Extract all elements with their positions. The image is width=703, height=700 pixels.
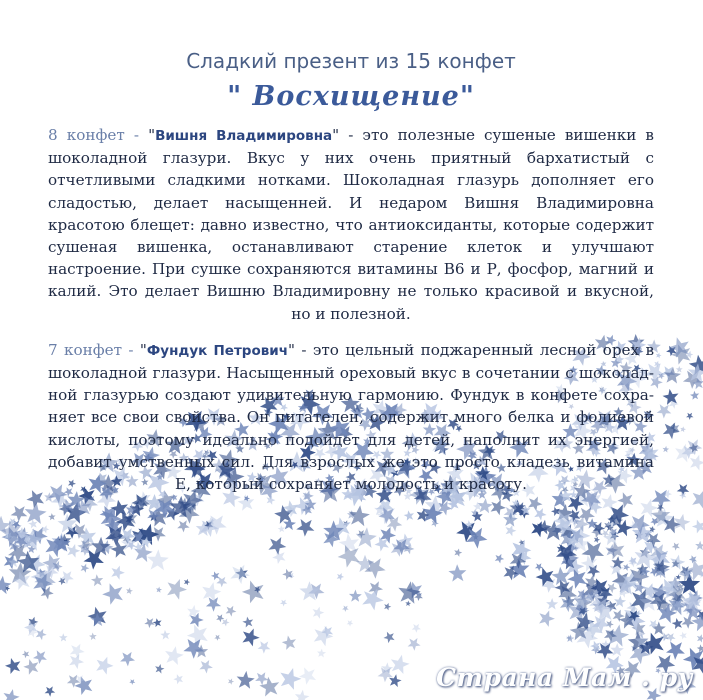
paragraph-lead: 8 конфет - bbox=[48, 126, 149, 144]
star-flake bbox=[25, 502, 47, 524]
star-flake bbox=[126, 587, 133, 594]
star-flake bbox=[679, 632, 686, 640]
star-flake bbox=[173, 674, 183, 684]
star-flake bbox=[454, 549, 462, 557]
star-flake bbox=[184, 579, 190, 585]
star-flake bbox=[495, 554, 504, 564]
star-flake bbox=[296, 519, 314, 537]
star-flake bbox=[317, 649, 326, 658]
star-flake bbox=[405, 601, 411, 607]
candy-name: Вишня Владимировна bbox=[155, 128, 333, 144]
paragraph-lead: 7 конфет - bbox=[48, 340, 140, 359]
star-flake bbox=[672, 618, 683, 629]
star-flake bbox=[199, 660, 213, 674]
quote-mark: " bbox=[148, 126, 156, 144]
star-flake bbox=[695, 541, 703, 551]
star-flake bbox=[635, 546, 657, 569]
star-flake bbox=[89, 633, 97, 641]
star-flake bbox=[534, 508, 546, 520]
star-flake bbox=[697, 634, 703, 642]
star-flake bbox=[216, 614, 224, 622]
star-flake bbox=[692, 520, 703, 534]
star-flake bbox=[539, 610, 555, 627]
star-flake bbox=[120, 652, 135, 667]
star-flake bbox=[129, 679, 135, 685]
site-watermark: Страна Мам . ру bbox=[436, 663, 693, 692]
star-flake bbox=[91, 574, 103, 586]
page-subtitle: Сладкий презент из 15 конфет bbox=[186, 49, 516, 73]
star-flake bbox=[690, 455, 703, 471]
star-flake bbox=[663, 389, 679, 405]
star-flake bbox=[657, 404, 672, 418]
star-flake bbox=[237, 671, 255, 689]
star-flake bbox=[4, 689, 20, 700]
star-flake bbox=[535, 563, 543, 571]
star-flake bbox=[48, 513, 55, 520]
star-flake bbox=[404, 510, 414, 520]
star-flake bbox=[202, 582, 221, 602]
star-flake bbox=[384, 603, 391, 611]
star-flake bbox=[506, 525, 517, 536]
star-flake bbox=[226, 606, 237, 617]
star-flake bbox=[623, 564, 630, 571]
star-flake bbox=[81, 564, 90, 573]
star-flake bbox=[272, 551, 285, 565]
star-flake bbox=[282, 636, 296, 650]
star-flake bbox=[686, 413, 694, 420]
star-flake bbox=[278, 525, 285, 532]
page-title: " Восхищение" bbox=[227, 81, 475, 112]
star-flake bbox=[22, 651, 30, 659]
star-flake bbox=[656, 353, 662, 359]
star-flake bbox=[160, 630, 170, 640]
paragraph-text: - это цельный поджаренный лесной орех в шоколадной глазури. Насыщенный ореховый вкус в сочетании с шоколадной глазурью создают удивительную гармонию. Фундук в конфете сохраняет все свои свойства. Он питателен, содержит много белка и фолиевой кислоты, поэтому идеально подойдет для детей, наполнит их энергией, добавит умственных сил. Для взрослых же это просто кладезь витамина Е, который сохраняет молодость и красоту. bbox=[48, 340, 654, 494]
star-flake bbox=[362, 589, 384, 611]
star-flake bbox=[398, 581, 421, 604]
star-flake bbox=[283, 517, 296, 530]
star-flake bbox=[280, 668, 301, 690]
paragraph-cherry bbox=[48, 124, 654, 325]
star-flake bbox=[546, 598, 558, 610]
star-flake bbox=[676, 366, 683, 373]
star-flake bbox=[663, 422, 680, 439]
star-flake bbox=[222, 618, 230, 626]
star-flake bbox=[211, 571, 220, 580]
star-flake bbox=[356, 527, 377, 548]
star-flake bbox=[216, 577, 227, 588]
star-flake bbox=[167, 579, 187, 600]
star-flake bbox=[69, 654, 84, 669]
star-flake bbox=[42, 525, 50, 533]
star-flake bbox=[242, 617, 253, 628]
star-flake bbox=[607, 541, 625, 559]
star-flake bbox=[663, 446, 670, 453]
star-flake bbox=[242, 629, 259, 647]
star-flake bbox=[674, 514, 691, 531]
star-flake bbox=[349, 590, 362, 602]
star-flake bbox=[153, 618, 162, 627]
star-flake bbox=[228, 678, 234, 684]
star-flake bbox=[183, 639, 204, 659]
star-flake bbox=[5, 658, 20, 674]
star-flake bbox=[347, 620, 354, 627]
star-flake bbox=[692, 490, 703, 510]
star-flake bbox=[26, 490, 44, 508]
star-flake bbox=[0, 576, 11, 594]
quote-mark: " bbox=[332, 126, 340, 144]
star-flake bbox=[156, 587, 162, 593]
candy-name: Фундук Петрович bbox=[146, 342, 289, 359]
star-flake bbox=[295, 690, 310, 700]
star-flake bbox=[672, 543, 680, 551]
star-flake bbox=[11, 506, 28, 522]
star-flake bbox=[45, 686, 56, 696]
star-flake bbox=[102, 583, 123, 604]
article bbox=[48, 46, 654, 509]
star-flake bbox=[676, 574, 682, 580]
star-flake bbox=[448, 564, 466, 581]
star-flake bbox=[33, 650, 47, 664]
star-flake bbox=[268, 537, 286, 555]
star-flake bbox=[242, 581, 264, 604]
star-flake bbox=[214, 635, 220, 641]
star-flake bbox=[313, 607, 325, 619]
star-flake bbox=[337, 573, 344, 581]
star-flake bbox=[412, 624, 421, 633]
star-flake bbox=[59, 633, 68, 641]
star-flake bbox=[23, 659, 38, 675]
star-flake bbox=[680, 426, 686, 432]
quote-mark: " bbox=[288, 340, 296, 359]
star-flake bbox=[41, 586, 54, 599]
star-flake bbox=[74, 676, 92, 695]
paragraph-hazelnut bbox=[48, 339, 654, 495]
star-flake bbox=[177, 520, 189, 532]
star-flake bbox=[144, 618, 155, 628]
star-flake bbox=[165, 646, 184, 665]
star-flake bbox=[230, 565, 250, 584]
star-flake bbox=[614, 596, 626, 608]
star-flake bbox=[391, 655, 410, 674]
star-flake bbox=[299, 667, 316, 684]
star-flake bbox=[96, 657, 113, 675]
star-flake bbox=[36, 629, 47, 640]
star-flake bbox=[342, 606, 349, 612]
paragraph-text: - это полезные сушеные вишенки в шоколадной глазури. Вкус у них очень приятный бархатистый с отчетливыми сладкими нотками. Шоколадная глазурь дополняет его сладостью, делает насыщенней. И недаром Вишня Владимировна красотою блещет: давно известно, что антиоксиданты, которые содержит сушеная вишенка, останавливают старение клеток и улучшают настроение. При сушке сохраняются витамины В6 и Р, фосфор, магний и калий. Это делает Вишню Владимировну не только красивой и вкусной, но и полезной. bbox=[48, 126, 654, 323]
star-flake bbox=[111, 566, 125, 580]
quote-mark: " bbox=[139, 340, 147, 359]
star-flake bbox=[280, 600, 287, 607]
star-flake bbox=[258, 641, 271, 653]
star-flake bbox=[255, 672, 268, 685]
star-flake bbox=[155, 664, 164, 674]
star-flake bbox=[384, 632, 395, 643]
star-flake bbox=[594, 537, 600, 543]
star-flake bbox=[690, 391, 699, 400]
star-flake bbox=[408, 638, 421, 651]
